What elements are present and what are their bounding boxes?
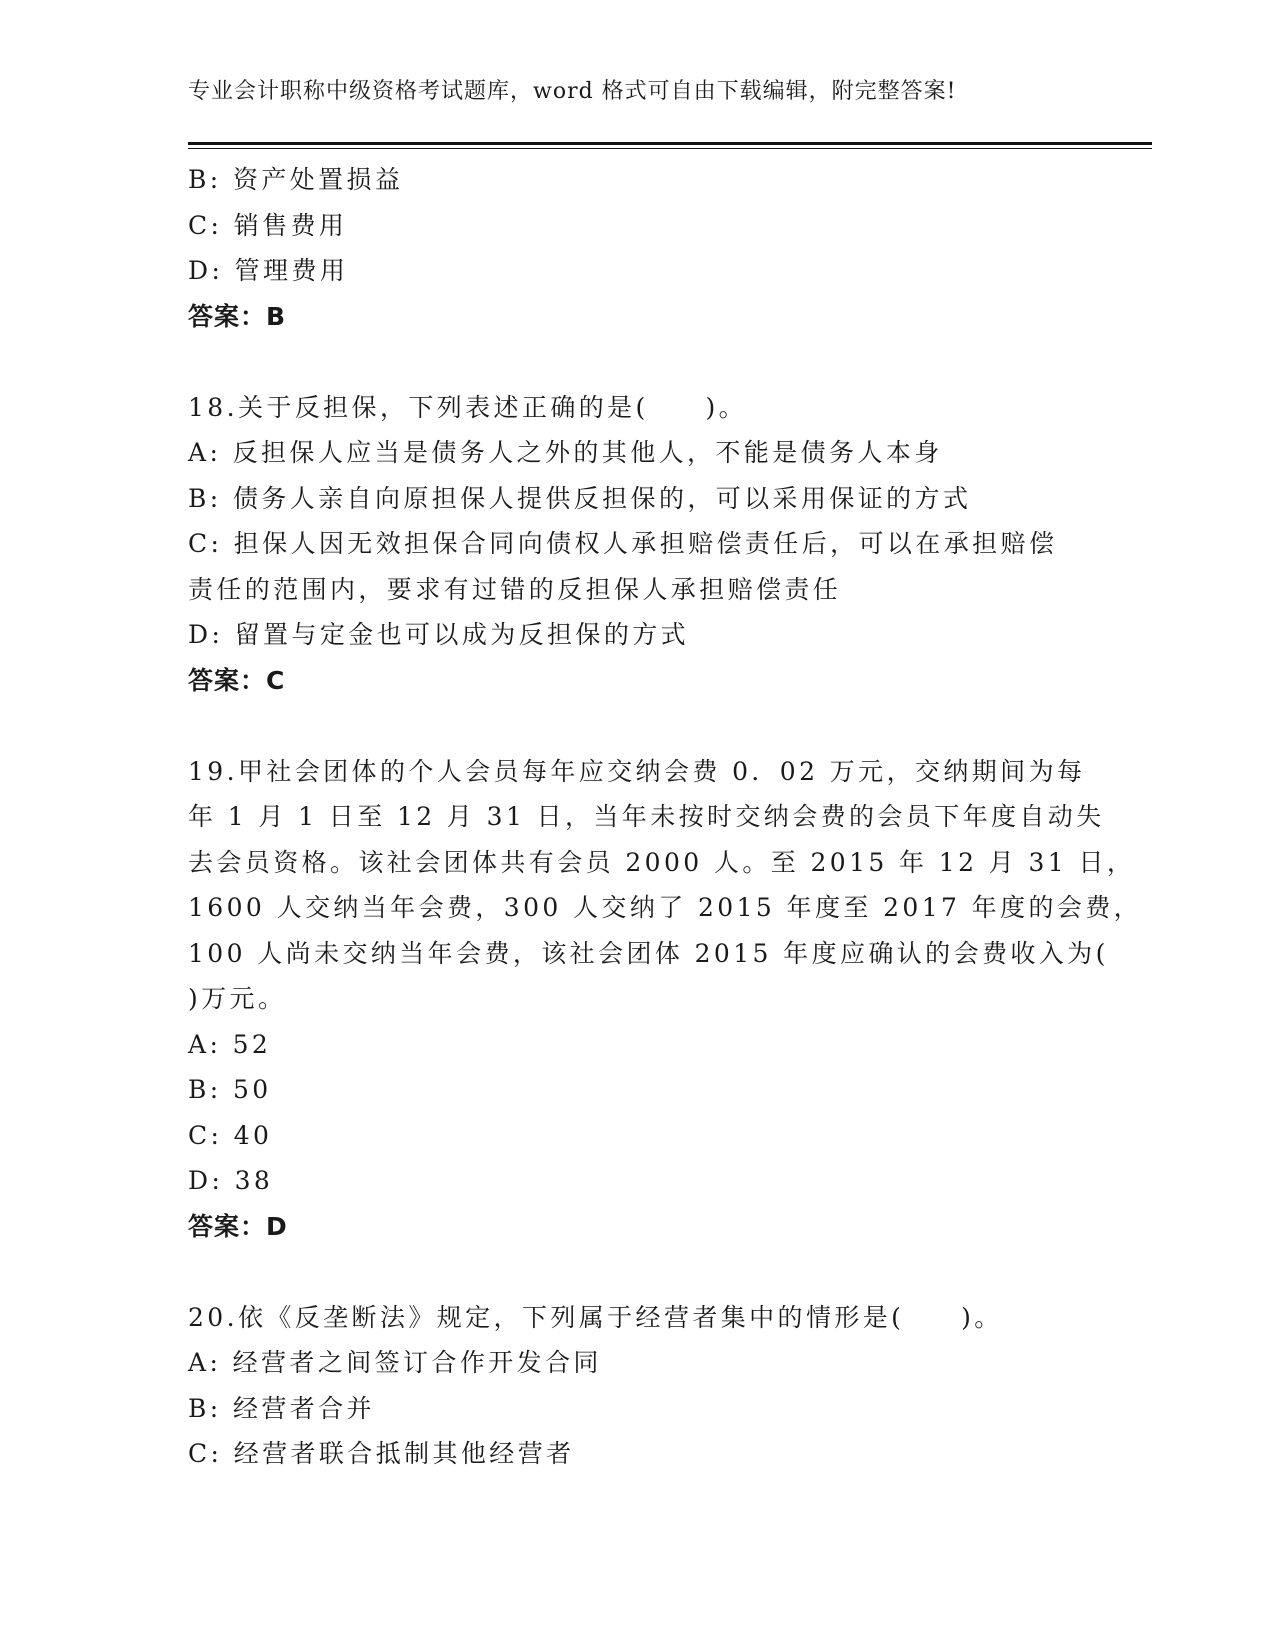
prev-option-d: D: 管理费用 bbox=[188, 256, 349, 285]
q19-stem-line-1: 19.甲社会团体的个人会员每年应交纳会费 0．02 万元，交纳期间为每 bbox=[188, 756, 1086, 786]
q20-option-b: B: 经营者合并 bbox=[188, 1393, 375, 1423]
prev-answer: 答案：B bbox=[188, 301, 287, 331]
spacer bbox=[188, 1249, 1108, 1295]
question-20 bbox=[188, 1295, 1108, 1477]
q19-option-a: A: 52 bbox=[188, 1029, 272, 1059]
prev-question bbox=[188, 157, 1108, 339]
q19-stem-line-3: 去会员资格。该社会团体共有会员 2000 人。至 2015 年 12 月 31 日， bbox=[188, 847, 1136, 877]
q19-answer: 答案：D bbox=[188, 1211, 288, 1241]
prev-option-c: C: 销售费用 bbox=[188, 210, 348, 240]
q19-stem-line-4: 1600 人交纳当年会费，300 人交纳了 2015 年度至 2017 年度的会费， bbox=[188, 893, 1143, 922]
q19-option-c: C: 40 bbox=[188, 1120, 273, 1150]
prev-option-b: B: 资产处置损益 bbox=[188, 165, 404, 194]
q18-option-d: D: 留置与定金也可以成为反担保的方式 bbox=[188, 620, 690, 649]
question-19 bbox=[188, 749, 1143, 1250]
q19-stem-line-2: 年 1 月 1 日至 12 月 31 日，当年未按时交纳会费的会员下年度自动失 bbox=[188, 802, 1105, 831]
q18-stem: 18.关于反担保，下列表述正确的是( )。 bbox=[188, 392, 748, 422]
header-divider-thick bbox=[188, 142, 1152, 145]
page-header: 专业会计职称中级资格考试题库，word 格式可自由下载编辑，附完整答案! bbox=[188, 79, 957, 104]
q20-stem: 20.依《反垄断法》规定，下列属于经营者集中的情形是( )。 bbox=[188, 1302, 1003, 1332]
q19-stem-line-6: )万元。 bbox=[188, 984, 287, 1013]
q18-answer: 答案：C bbox=[188, 665, 286, 695]
q18-option-b: B: 债务人亲自向原担保人提供反担保的，可以采用保证的方式 bbox=[188, 483, 972, 513]
question-18 bbox=[188, 385, 1108, 704]
q18-option-a: A: 反担保人应当是债务人之外的其他人，不能是债务人本身 bbox=[188, 438, 943, 467]
question-content bbox=[188, 157, 1143, 1477]
q20-option-c: C: 经营者联合抵制其他经营者 bbox=[188, 1439, 575, 1468]
q18-option-c-line2: 责任的范围内，要求有过错的反担保人承担赔偿责任 bbox=[188, 574, 842, 604]
q19-option-b: B: 50 bbox=[188, 1075, 272, 1104]
spacer bbox=[188, 339, 1108, 385]
header-divider-thin bbox=[188, 148, 1152, 149]
q18-option-c-line1: C: 担保人因无效担保合同向债权人承担赔偿责任后，可以在承担赔偿 bbox=[188, 529, 1058, 558]
q20-option-a: A: 经营者之间签订合作开发合同 bbox=[188, 1348, 602, 1377]
spacer bbox=[188, 703, 1108, 749]
q19-option-d: D: 38 bbox=[188, 1166, 274, 1195]
q19-stem-line-5: 100 人尚未交纳当年会费，该社会团体 2015 年度应确认的会费收入为( bbox=[188, 938, 1109, 968]
